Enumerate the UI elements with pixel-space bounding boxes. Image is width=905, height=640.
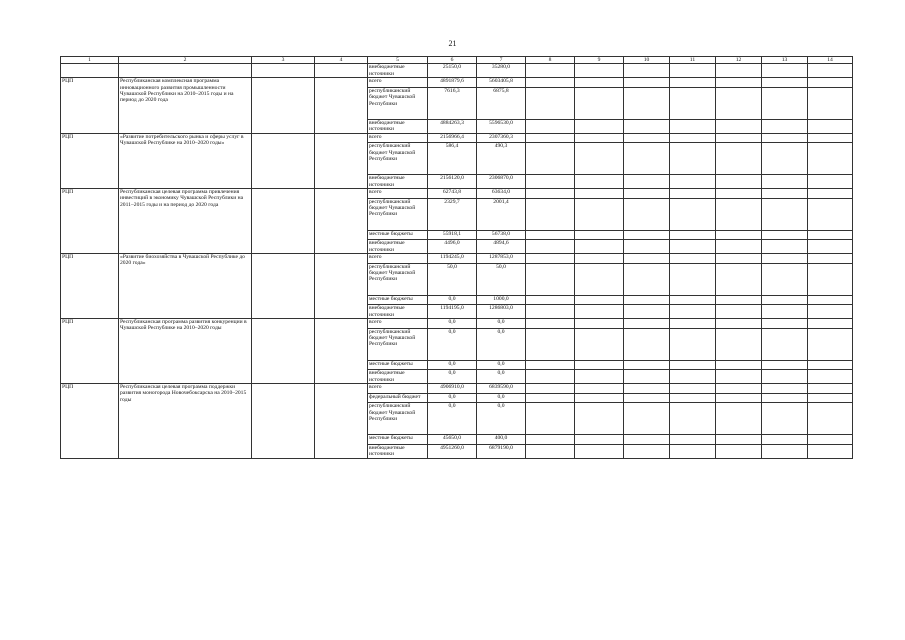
empty-cell xyxy=(526,119,575,133)
empty-cell xyxy=(762,240,808,254)
empty-cell xyxy=(315,64,368,78)
amount-cell: 4906910,0 xyxy=(428,384,477,394)
empty-cell xyxy=(575,78,624,88)
column-number: 14 xyxy=(808,57,853,64)
empty-cell xyxy=(315,319,368,384)
amount-cell: 1286803,0 xyxy=(477,305,526,319)
funding-source: республиканский бюджет Чувашской Республики xyxy=(368,87,428,119)
empty-cell xyxy=(716,78,762,88)
funding-source: всего xyxy=(368,189,428,199)
amount-cell: 490,3 xyxy=(477,143,526,175)
amount-cell: 6839590,0 xyxy=(477,384,526,394)
empty-cell xyxy=(808,87,853,119)
program-status: РЦП xyxy=(61,319,119,384)
empty-cell xyxy=(315,189,368,254)
program-name: «Развитие потребительского рынка и сферы услуг в Чувашской Республике на 2010–2020 годы» xyxy=(119,133,252,188)
empty-cell xyxy=(808,319,853,329)
amount-cell: 0,0 xyxy=(477,403,526,435)
empty-cell xyxy=(624,370,670,384)
empty-cell xyxy=(808,254,853,264)
amount-cell: 2307360,3 xyxy=(477,133,526,143)
funding-source: республиканский бюджет Чувашской Республики xyxy=(368,263,428,295)
amount-cell: 7616,3 xyxy=(428,87,477,119)
empty-cell xyxy=(762,198,808,230)
amount-cell: 4894,6 xyxy=(477,240,526,254)
empty-cell xyxy=(624,295,670,305)
empty-cell xyxy=(252,319,315,384)
empty-cell xyxy=(575,230,624,240)
column-number: 9 xyxy=(575,57,624,64)
amount-cell: 1000,0 xyxy=(477,295,526,305)
program-name: Республиканская целевая программа привлечения инвестиций в экономику Чувашской Республики на 2011–2015 годы и на период до 2020 года xyxy=(119,189,252,254)
empty-cell xyxy=(762,263,808,295)
empty-cell xyxy=(624,64,670,78)
empty-cell xyxy=(670,87,716,119)
amount-cell: 4884263,3 xyxy=(428,119,477,133)
empty-cell xyxy=(762,295,808,305)
empty-cell xyxy=(808,64,853,78)
empty-cell xyxy=(808,360,853,370)
empty-cell xyxy=(575,240,624,254)
empty-cell xyxy=(575,319,624,329)
funding-source: федеральный бюджет xyxy=(368,393,428,403)
empty-cell xyxy=(808,393,853,403)
empty-cell xyxy=(315,384,368,459)
amount-cell: 5603405,8 xyxy=(477,78,526,88)
empty-cell xyxy=(808,435,853,445)
empty-cell xyxy=(526,175,575,189)
empty-cell xyxy=(808,444,853,458)
empty-cell xyxy=(575,119,624,133)
empty-cell xyxy=(762,435,808,445)
empty-cell xyxy=(716,319,762,329)
amount-cell: 56738,0 xyxy=(477,230,526,240)
amount-cell: 0,0 xyxy=(477,370,526,384)
empty-cell xyxy=(526,305,575,319)
funding-source: внебюджетные источники xyxy=(368,175,428,189)
empty-cell xyxy=(624,119,670,133)
amount-cell: 400,0 xyxy=(477,435,526,445)
column-number: 10 xyxy=(624,57,670,64)
amount-cell: 1194245,0 xyxy=(428,254,477,264)
empty-cell xyxy=(716,393,762,403)
empty-cell xyxy=(526,87,575,119)
empty-cell xyxy=(526,263,575,295)
empty-cell xyxy=(716,189,762,199)
amount-cell: 0,0 xyxy=(428,360,477,370)
empty-cell xyxy=(716,175,762,189)
empty-cell xyxy=(575,198,624,230)
empty-cell xyxy=(526,240,575,254)
empty-cell xyxy=(624,384,670,394)
empty-cell xyxy=(808,78,853,88)
empty-cell xyxy=(526,254,575,264)
empty-cell xyxy=(762,403,808,435)
column-number-row xyxy=(61,57,853,64)
empty-cell xyxy=(670,133,716,143)
funding-source: местные бюджеты xyxy=(368,230,428,240)
empty-cell xyxy=(762,64,808,78)
funding-source: всего xyxy=(368,78,428,88)
amount-cell: 2156120,0 xyxy=(428,175,477,189)
column-number: 8 xyxy=(526,57,575,64)
empty-cell xyxy=(670,64,716,78)
amount-cell: 45650,0 xyxy=(428,435,477,445)
empty-cell xyxy=(624,435,670,445)
empty-cell xyxy=(670,230,716,240)
program-name: Республиканская комплексная программа инновационного развития промышленности Чувашской Республики на 2010–2015 годы и на период до 2020 года xyxy=(119,78,252,133)
program-status: РЦП xyxy=(61,254,119,319)
empty-cell xyxy=(808,133,853,143)
program-status: РЦП xyxy=(61,189,119,254)
amount-cell: 0,0 xyxy=(477,319,526,329)
empty-cell xyxy=(526,370,575,384)
empty-cell xyxy=(526,64,575,78)
empty-cell xyxy=(716,119,762,133)
empty-cell xyxy=(716,384,762,394)
empty-cell xyxy=(808,240,853,254)
column-number: 4 xyxy=(315,57,368,64)
empty-cell xyxy=(762,230,808,240)
empty-cell xyxy=(808,230,853,240)
program-status: РЦП xyxy=(61,384,119,459)
funding-source: внебюджетные источники xyxy=(368,305,428,319)
column-number: 1 xyxy=(61,57,119,64)
empty-cell xyxy=(526,328,575,360)
empty-cell xyxy=(624,360,670,370)
amount-cell: 55918,1 xyxy=(428,230,477,240)
column-number: 5 xyxy=(368,57,428,64)
funding-source: внебюджетные источники xyxy=(368,370,428,384)
empty-cell xyxy=(762,360,808,370)
empty-cell xyxy=(670,295,716,305)
funding-source: местные бюджеты xyxy=(368,295,428,305)
empty-cell xyxy=(575,370,624,384)
amount-cell: 4891879,6 xyxy=(428,78,477,88)
amount-cell: 63634,0 xyxy=(477,189,526,199)
table-row xyxy=(61,78,853,88)
amount-cell: 50,0 xyxy=(477,263,526,295)
empty-cell xyxy=(762,384,808,394)
empty-cell xyxy=(315,133,368,188)
amount-cell: 0,0 xyxy=(428,393,477,403)
empty-cell xyxy=(624,305,670,319)
empty-cell xyxy=(762,87,808,119)
program-status: РЦП xyxy=(61,78,119,133)
empty-cell xyxy=(716,240,762,254)
empty-cell xyxy=(670,254,716,264)
empty-cell xyxy=(575,393,624,403)
funding-source: внебюджетные источники xyxy=(368,240,428,254)
empty-cell xyxy=(762,133,808,143)
column-number: 2 xyxy=(119,57,252,64)
program-name: Республиканская программа развития конкуренции в Чувашской Республике на 2010–2020 годы xyxy=(119,319,252,384)
amount-cell: 0,0 xyxy=(428,370,477,384)
empty-cell xyxy=(716,263,762,295)
empty-cell xyxy=(716,435,762,445)
empty-cell xyxy=(526,78,575,88)
empty-cell xyxy=(252,78,315,133)
empty-cell xyxy=(624,444,670,458)
funding-source: республиканский бюджет Чувашской Республики xyxy=(368,143,428,175)
empty-cell xyxy=(575,143,624,175)
empty-cell xyxy=(624,87,670,119)
empty-cell xyxy=(716,230,762,240)
empty-cell xyxy=(575,295,624,305)
table-row xyxy=(61,254,853,264)
amount-cell: 2156966,4 xyxy=(428,133,477,143)
empty-cell xyxy=(575,254,624,264)
empty-cell xyxy=(526,360,575,370)
empty-cell xyxy=(575,133,624,143)
amount-cell: 1287853,0 xyxy=(477,254,526,264)
empty-cell xyxy=(624,78,670,88)
funding-source: внебюджетные источники xyxy=(368,444,428,458)
empty-cell xyxy=(526,189,575,199)
empty-cell xyxy=(762,189,808,199)
funding-source: местные бюджеты xyxy=(368,360,428,370)
empty-cell xyxy=(808,305,853,319)
empty-cell xyxy=(716,64,762,78)
empty-cell xyxy=(575,435,624,445)
funding-source: всего xyxy=(368,133,428,143)
empty-cell xyxy=(575,328,624,360)
amount-cell: 1194195,0 xyxy=(428,305,477,319)
empty-cell xyxy=(526,133,575,143)
empty-cell xyxy=(762,328,808,360)
funding-source: республиканский бюджет Чувашской Республики xyxy=(368,403,428,435)
empty-cell xyxy=(670,403,716,435)
empty-cell xyxy=(808,384,853,394)
funding-source: республиканский бюджет Чувашской Республики xyxy=(368,198,428,230)
empty-cell xyxy=(575,263,624,295)
empty-cell xyxy=(716,305,762,319)
empty-cell xyxy=(575,87,624,119)
empty-cell xyxy=(716,328,762,360)
empty-cell xyxy=(624,198,670,230)
amount-cell: 4496,0 xyxy=(428,240,477,254)
amount-cell: 2306870,0 xyxy=(477,175,526,189)
column-number: 7 xyxy=(477,57,526,64)
empty-cell xyxy=(526,444,575,458)
empty-cell xyxy=(252,384,315,459)
empty-cell xyxy=(670,263,716,295)
empty-cell xyxy=(716,444,762,458)
empty-cell xyxy=(670,370,716,384)
amount-cell: 586,4 xyxy=(428,143,477,175)
empty-cell xyxy=(808,175,853,189)
amount-cell: 0,0 xyxy=(477,393,526,403)
amount-cell: 0,0 xyxy=(428,403,477,435)
budget-table xyxy=(60,56,853,459)
empty-cell xyxy=(526,295,575,305)
empty-cell xyxy=(670,393,716,403)
amount-cell: 0,0 xyxy=(428,295,477,305)
amount-cell: 6875,8 xyxy=(477,87,526,119)
program-name xyxy=(119,64,252,78)
funding-source: всего xyxy=(368,319,428,329)
empty-cell xyxy=(762,319,808,329)
empty-cell xyxy=(762,143,808,175)
empty-cell xyxy=(670,143,716,175)
table-row xyxy=(61,384,853,394)
empty-cell xyxy=(716,295,762,305)
empty-cell xyxy=(624,240,670,254)
column-number: 13 xyxy=(762,57,808,64)
empty-cell xyxy=(624,263,670,295)
amount-cell: 0,0 xyxy=(477,328,526,360)
table-row xyxy=(61,64,853,78)
empty-cell xyxy=(526,435,575,445)
empty-cell xyxy=(808,143,853,175)
empty-cell xyxy=(808,295,853,305)
empty-cell xyxy=(575,175,624,189)
empty-cell xyxy=(624,133,670,143)
empty-cell xyxy=(624,319,670,329)
empty-cell xyxy=(670,384,716,394)
empty-cell xyxy=(670,328,716,360)
amount-cell: 35280,0 xyxy=(477,64,526,78)
empty-cell xyxy=(624,175,670,189)
page-number: 21 xyxy=(448,39,457,48)
amount-cell: 25150,0 xyxy=(428,64,477,78)
amount-cell: 5596530,0 xyxy=(477,119,526,133)
empty-cell xyxy=(716,133,762,143)
empty-cell xyxy=(808,403,853,435)
empty-cell xyxy=(670,198,716,230)
empty-cell xyxy=(762,393,808,403)
empty-cell xyxy=(808,263,853,295)
empty-cell xyxy=(252,64,315,78)
empty-cell xyxy=(762,370,808,384)
empty-cell xyxy=(252,254,315,319)
program-status: РЦП xyxy=(61,133,119,188)
empty-cell xyxy=(716,254,762,264)
empty-cell xyxy=(670,189,716,199)
empty-cell xyxy=(575,64,624,78)
amount-cell: 62743,8 xyxy=(428,189,477,199)
empty-cell xyxy=(526,230,575,240)
empty-cell xyxy=(716,360,762,370)
funding-source: внебюджетные источники xyxy=(368,119,428,133)
empty-cell xyxy=(808,198,853,230)
empty-cell xyxy=(762,78,808,88)
empty-cell xyxy=(624,403,670,435)
empty-cell xyxy=(808,370,853,384)
empty-cell xyxy=(808,328,853,360)
empty-cell xyxy=(526,403,575,435)
program-name: «Развитие биохозяйства в Чувашской Республике до 2020 года» xyxy=(119,254,252,319)
empty-cell xyxy=(575,305,624,319)
empty-cell xyxy=(624,230,670,240)
empty-cell xyxy=(762,254,808,264)
empty-cell xyxy=(670,444,716,458)
empty-cell xyxy=(762,444,808,458)
empty-cell xyxy=(808,189,853,199)
empty-cell xyxy=(762,119,808,133)
empty-cell xyxy=(526,198,575,230)
amount-cell: 0,0 xyxy=(477,360,526,370)
funding-source: республиканский бюджет Чувашской Республики xyxy=(368,328,428,360)
empty-cell xyxy=(526,384,575,394)
empty-cell xyxy=(526,319,575,329)
empty-cell xyxy=(716,403,762,435)
empty-cell xyxy=(526,393,575,403)
empty-cell xyxy=(670,78,716,88)
empty-cell xyxy=(808,119,853,133)
empty-cell xyxy=(575,189,624,199)
empty-cell xyxy=(670,305,716,319)
funding-source: местные бюджеты xyxy=(368,435,428,445)
amount-cell: 2329,7 xyxy=(428,198,477,230)
empty-cell xyxy=(315,254,368,319)
table-row xyxy=(61,189,853,199)
amount-cell: 4951260,0 xyxy=(428,444,477,458)
empty-cell xyxy=(716,143,762,175)
empty-cell xyxy=(252,133,315,188)
empty-cell xyxy=(575,384,624,394)
empty-cell xyxy=(624,189,670,199)
column-number: 6 xyxy=(428,57,477,64)
column-number: 12 xyxy=(716,57,762,64)
table-row xyxy=(61,319,853,329)
empty-cell xyxy=(670,319,716,329)
empty-cell xyxy=(670,360,716,370)
funding-source: внебюджетные источники xyxy=(368,64,428,78)
amount-cell: 50,0 xyxy=(428,263,477,295)
empty-cell xyxy=(624,254,670,264)
empty-cell xyxy=(252,189,315,254)
empty-cell xyxy=(624,328,670,360)
amount-cell: 2001,4 xyxy=(477,198,526,230)
empty-cell xyxy=(670,435,716,445)
amount-cell: 0,0 xyxy=(428,328,477,360)
empty-cell xyxy=(716,370,762,384)
empty-cell xyxy=(575,403,624,435)
table-row xyxy=(61,133,853,143)
empty-cell xyxy=(716,87,762,119)
empty-cell xyxy=(526,143,575,175)
program-name: Республиканская целевая программа поддержки развития моногорода Новочебоксарска на 2010–2015 годы xyxy=(119,384,252,459)
program-status xyxy=(61,64,119,78)
amount-cell: 6879190,0 xyxy=(477,444,526,458)
empty-cell xyxy=(762,305,808,319)
amount-cell: 0,0 xyxy=(428,319,477,329)
empty-cell xyxy=(670,175,716,189)
empty-cell xyxy=(315,78,368,133)
empty-cell xyxy=(670,119,716,133)
column-number: 11 xyxy=(670,57,716,64)
empty-cell xyxy=(762,175,808,189)
empty-cell xyxy=(670,240,716,254)
column-number: 3 xyxy=(252,57,315,64)
funding-source: всего xyxy=(368,254,428,264)
empty-cell xyxy=(575,360,624,370)
empty-cell xyxy=(716,198,762,230)
empty-cell xyxy=(624,393,670,403)
empty-cell xyxy=(575,444,624,458)
empty-cell xyxy=(624,143,670,175)
funding-source: всего xyxy=(368,384,428,394)
